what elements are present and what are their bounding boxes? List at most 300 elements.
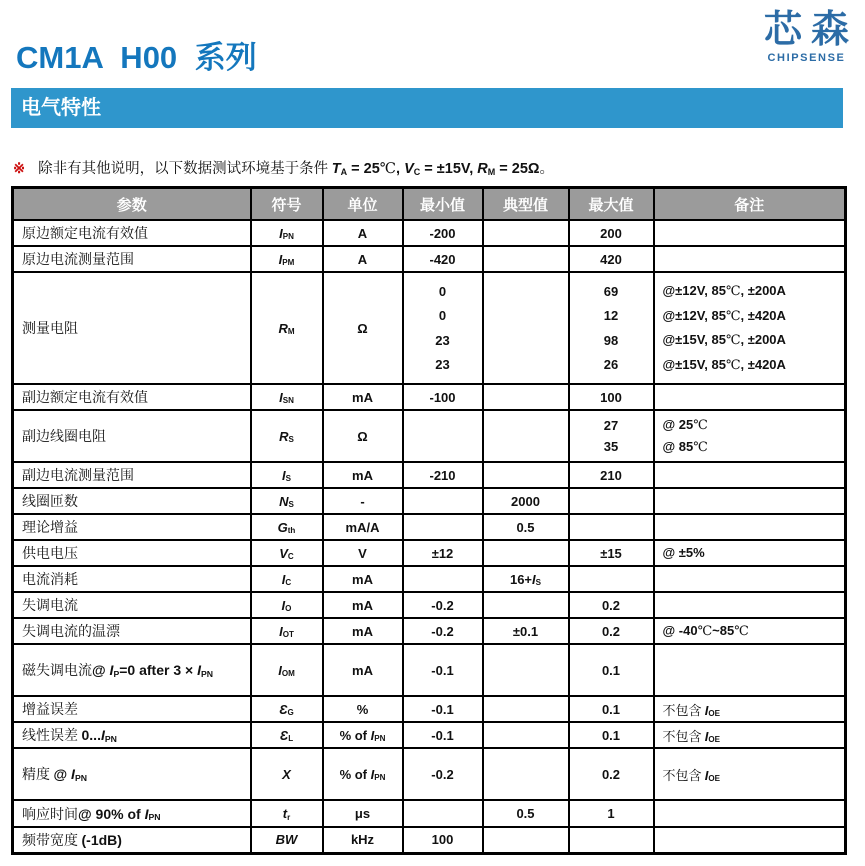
remark-cell: [654, 566, 846, 592]
text-segment: 不包含: [662, 702, 705, 718]
cell-line: [22, 804, 250, 824]
cell-content: [404, 663, 482, 678]
param-cell: [13, 488, 251, 514]
symbol-cell: [251, 566, 323, 592]
typ-cell: [483, 220, 569, 246]
cell-content: [22, 725, 250, 745]
symbol-cell: [251, 827, 323, 853]
cell-content: [22, 517, 250, 537]
typ-cell: [483, 592, 569, 618]
cell-line: [22, 621, 250, 641]
text-segment: S: [285, 474, 291, 484]
text-segment: X: [282, 766, 291, 782]
text-segment: @: [92, 662, 110, 678]
cell-content: [22, 318, 250, 338]
table-row: [13, 246, 846, 272]
symbol-cell: [251, 488, 323, 514]
unit-cell: [323, 272, 403, 384]
cell-line: [663, 623, 845, 639]
unit-cell: [323, 514, 403, 540]
text-segment: %: [356, 701, 369, 717]
text-segment: -210: [429, 467, 456, 483]
cell-content: [404, 767, 482, 782]
param-cell: [13, 644, 251, 696]
text-segment: OE: [708, 735, 721, 745]
typ-cell: [483, 722, 569, 748]
text-segment: I: [278, 251, 283, 267]
table-row: [13, 514, 846, 540]
cell-content: [570, 728, 653, 743]
cell-line: [324, 321, 402, 336]
typ-cell: [483, 618, 569, 644]
symbol-cell: [251, 618, 323, 644]
text-segment: 23: [435, 357, 450, 373]
cell-content: [252, 572, 322, 587]
cell-line: [404, 663, 482, 678]
cell-line: [663, 726, 845, 745]
cell-line: [404, 226, 482, 241]
text-segment: I: [197, 662, 201, 678]
cell-content: [252, 429, 322, 444]
param-cell: [13, 220, 251, 246]
cell-line: [252, 598, 322, 613]
cell-line: [663, 308, 845, 324]
table-row: [13, 748, 846, 800]
cell-line: [484, 494, 568, 509]
symbol-cell: [251, 384, 323, 410]
symbol-cell: [251, 748, 323, 800]
max-cell: [569, 748, 654, 800]
cell-line: [663, 700, 845, 719]
cell-line: [22, 660, 250, 680]
unit-cell: [323, 540, 403, 566]
min-cell: [403, 540, 483, 566]
param-cell: [13, 462, 251, 488]
text-segment: G: [277, 519, 288, 535]
cell-content: [324, 429, 402, 444]
cell-content: [22, 621, 250, 641]
symbol-cell: [251, 246, 323, 272]
text-segment: @±15V, 85: [662, 332, 726, 348]
cell-line: [252, 624, 322, 639]
param-cell: [13, 514, 251, 540]
text-segment: @ 90% of: [78, 805, 145, 822]
typ-cell: [483, 462, 569, 488]
text-segment: @±15V, 85: [662, 357, 726, 373]
remark-cell: [654, 592, 846, 618]
cell-line: [22, 465, 250, 485]
page-title: CM1A H00 系列: [16, 40, 257, 75]
cell-content: [570, 806, 653, 821]
text-segment: ℃: [693, 417, 708, 433]
param-cell: [13, 618, 251, 644]
section-banner: [11, 88, 843, 128]
text-segment: I: [370, 766, 375, 782]
cell-line: [570, 226, 653, 241]
remark-cell: [654, 246, 846, 272]
cell-line: [22, 223, 250, 243]
table-row: [13, 488, 846, 514]
cell-line: [570, 439, 653, 454]
note-text: [38, 161, 554, 177]
cell-content: [252, 468, 322, 483]
typ-cell: [483, 514, 569, 540]
text-segment: ℃: [725, 332, 741, 348]
remark-cell: [654, 800, 846, 827]
param-cell: [13, 566, 251, 592]
cell-content: [404, 702, 482, 717]
text-segment: -0.1: [431, 662, 454, 678]
text-segment: C: [287, 552, 294, 562]
cell-line: [252, 832, 322, 847]
text-segment: PN: [374, 773, 386, 783]
cell-line: [252, 429, 322, 444]
text-segment: , ±420A: [740, 357, 786, 373]
cell-line: [324, 572, 402, 587]
cell-line: [252, 520, 322, 535]
text-segment: I: [281, 597, 286, 613]
text-segment: 原边电流测量范围: [22, 253, 134, 268]
text-segment: C: [285, 578, 292, 588]
header-unit: 单位: [323, 188, 403, 221]
cell-line: [324, 728, 402, 743]
remark-cell: [654, 644, 846, 696]
text-segment: ℃: [725, 282, 741, 298]
symbol-cell: [251, 800, 323, 827]
text-segment: mA: [352, 597, 373, 613]
cell-line: [570, 598, 653, 613]
logo-wordmark-cn: 芯森: [763, 9, 858, 51]
text-segment: 200: [600, 225, 622, 241]
cell-content: [324, 321, 402, 336]
text-segment: 0: [438, 283, 447, 299]
text-segment: -0.1: [431, 727, 454, 743]
cell-line: [252, 494, 322, 509]
cell-line: [22, 426, 250, 446]
header-symbol: 符号: [251, 188, 323, 221]
cell-content: [324, 767, 402, 782]
cell-line: [324, 702, 402, 717]
table-header-row: [13, 188, 846, 221]
cell-line: [252, 321, 322, 336]
text-segment: OE: [708, 709, 721, 719]
electrical-characteristics-table: [11, 186, 847, 855]
unit-cell: [323, 220, 403, 246]
text-segment: 供电电压: [22, 547, 78, 562]
table-row: [13, 644, 846, 696]
text-segment: -200: [429, 225, 456, 241]
text-segment: 副边电流测量范围: [22, 469, 134, 484]
text-segment: -0.2: [431, 597, 454, 613]
text-segment: PN: [374, 734, 386, 744]
text-segment: A: [357, 251, 368, 267]
cell-content: [570, 702, 653, 717]
text-segment: = ±15V,: [420, 161, 478, 177]
cell-content: [404, 546, 482, 561]
text-segment: ±12: [431, 545, 454, 561]
cell-content: [484, 494, 568, 509]
text-segment: ±0.1: [512, 623, 539, 639]
text-segment: 线性误差: [22, 729, 82, 744]
cell-line: [324, 390, 402, 405]
cell-content: [252, 494, 322, 509]
text-segment: μs: [354, 806, 371, 821]
cell-line: [252, 806, 322, 821]
text-segment: t: [282, 806, 288, 821]
text-segment: -: [360, 493, 365, 509]
table-row: [13, 220, 846, 246]
cell-content: [663, 623, 845, 639]
cell-line: [324, 494, 402, 509]
symbol-cell: [251, 514, 323, 540]
cell-content: [570, 226, 653, 241]
min-cell: [403, 800, 483, 827]
table-row: [13, 272, 846, 384]
cell-content: [404, 832, 482, 847]
text-segment: S: [535, 578, 542, 588]
max-cell: [569, 618, 654, 644]
text-segment: ℃: [725, 357, 741, 373]
cell-line: [404, 357, 482, 372]
text-segment: I: [704, 728, 709, 744]
cell-line: [252, 767, 322, 782]
table-row: [13, 800, 846, 827]
remark-cell: [654, 540, 846, 566]
cell-content: [404, 468, 482, 483]
text-segment: 0.5: [516, 806, 535, 821]
min-cell: [403, 462, 483, 488]
min-cell: [403, 618, 483, 644]
cell-content: [252, 806, 322, 821]
cell-line: [324, 468, 402, 483]
symbol-cell: [251, 696, 323, 722]
cell-line: [22, 249, 250, 269]
symbol-cell: [251, 410, 323, 462]
text-segment: 理论增益: [22, 521, 78, 536]
text-segment: P: [113, 668, 120, 679]
min-cell: [403, 246, 483, 272]
param-cell: [13, 592, 251, 618]
cell-line: [252, 702, 322, 717]
text-segment: mA: [352, 389, 373, 405]
cell-content: [324, 226, 402, 241]
text-segment: -0.1: [431, 701, 454, 717]
text-segment: I: [704, 767, 709, 783]
text-segment: 12: [603, 308, 619, 324]
cell-content: [663, 412, 845, 460]
header-max: 最大值: [569, 188, 654, 221]
typ-cell: [483, 488, 569, 514]
text-segment: I: [144, 805, 149, 822]
text-segment: V: [404, 161, 414, 177]
max-cell: [569, 246, 654, 272]
typ-cell: [483, 696, 569, 722]
cell-content: [252, 598, 322, 613]
min-cell: [403, 566, 483, 592]
cell-line: [570, 252, 653, 267]
table-row: [13, 462, 846, 488]
cell-line: [324, 806, 402, 821]
text-segment: M: [487, 166, 496, 177]
text-segment: @±12V, 85: [662, 307, 726, 323]
text-segment: 0...: [81, 727, 101, 743]
text-segment: 100: [431, 832, 454, 848]
test-conditions-note: [13, 157, 847, 178]
cell-line: [570, 728, 653, 743]
cell-content: [22, 223, 250, 243]
text-segment: 线圈匝数: [22, 495, 78, 510]
text-segment: PM: [282, 258, 295, 268]
unit-cell: [323, 384, 403, 410]
chipsense-logo: [763, 8, 858, 64]
max-cell: [569, 410, 654, 462]
cell-line: [404, 728, 482, 743]
remark-cell: [654, 722, 846, 748]
text-segment: N: [279, 493, 289, 509]
cell-content: [252, 832, 322, 847]
text-segment: A: [357, 225, 368, 241]
unit-cell: [323, 722, 403, 748]
text-segment: 0.5: [516, 519, 535, 535]
text-segment: 副边额定电流有效值: [22, 391, 148, 406]
cell-line: [570, 468, 653, 483]
text-segment: M: [287, 327, 295, 337]
unit-cell: [323, 488, 403, 514]
text-segment: 磁失调电流: [22, 664, 92, 679]
min-cell: [403, 696, 483, 722]
text-segment: -0.2: [431, 766, 454, 782]
text-segment: mA: [352, 662, 373, 678]
cell-line: [404, 598, 482, 613]
cell-line: [663, 439, 845, 455]
cell-line: [404, 832, 482, 847]
typ-cell: [483, 748, 569, 800]
cell-content: [404, 274, 482, 382]
header-typ: 典型值: [483, 188, 569, 221]
text-segment: G: [287, 708, 294, 718]
symbol-cell: [251, 540, 323, 566]
text-segment: ,: [396, 161, 405, 177]
text-segment: 电流消耗: [22, 573, 78, 588]
text-segment: 0.1: [601, 701, 621, 717]
text-segment: r: [287, 812, 291, 822]
typ-cell: [483, 800, 569, 827]
text-segment: mA/A: [345, 519, 380, 535]
max-cell: [569, 540, 654, 566]
text-segment: % of: [339, 766, 371, 782]
text-segment: 原边额定电流有效值: [22, 227, 148, 242]
text-segment: -0.2: [431, 623, 454, 639]
cell-line: [570, 333, 653, 348]
cell-line: [570, 663, 653, 678]
cell-content: [324, 520, 402, 535]
cell-content: [404, 728, 482, 743]
max-cell: [569, 462, 654, 488]
min-cell: [403, 272, 483, 384]
cell-line: [22, 569, 250, 589]
symbol-cell: [251, 272, 323, 384]
cell-line: [324, 546, 402, 561]
cell-content: [22, 595, 250, 615]
note-marker: ※: [13, 161, 26, 177]
cell-content: [324, 546, 402, 561]
text-segment: (-1dB): [81, 831, 122, 848]
cell-content: [22, 660, 250, 680]
remark-cell: [654, 618, 846, 644]
cell-content: [22, 569, 250, 589]
text-segment: I: [109, 662, 114, 678]
text-segment: 69: [603, 283, 619, 299]
cell-content: [252, 624, 322, 639]
param-cell: [13, 827, 251, 853]
cell-line: [324, 624, 402, 639]
unit-cell: [323, 462, 403, 488]
cell-line: [663, 545, 845, 561]
cell-content: [22, 830, 250, 850]
cell-content: [484, 624, 568, 639]
cell-content: [484, 806, 568, 821]
text-segment: I: [100, 727, 105, 743]
symbol-cell: [251, 592, 323, 618]
text-segment: kHz: [350, 832, 375, 848]
remark-cell: [654, 827, 846, 853]
cell-content: [570, 546, 653, 561]
text-segment: ℃: [734, 623, 749, 638]
max-cell: [569, 272, 654, 384]
remark-cell: [654, 514, 846, 540]
cell-line: [484, 572, 568, 587]
table-row: [13, 410, 846, 462]
cell-line: [324, 226, 402, 241]
text-segment: % of: [339, 727, 371, 743]
text-segment: th: [287, 526, 296, 536]
text-segment: @ -40: [662, 623, 698, 638]
cell-line: [404, 624, 482, 639]
text-segment: BW: [275, 832, 298, 848]
cell-content: [663, 726, 845, 745]
cell-line: [22, 543, 250, 563]
cell-content: [22, 249, 250, 269]
cell-content: [663, 765, 845, 784]
cell-content: [252, 226, 322, 241]
section-title: 电气特性: [21, 97, 101, 119]
typ-cell: [483, 410, 569, 462]
text-segment: @ 25: [662, 417, 694, 433]
cell-line: [22, 517, 250, 537]
text-segment: 27: [603, 418, 619, 433]
cell-content: [570, 663, 653, 678]
symbol-cell: [251, 644, 323, 696]
text-segment: PN: [74, 772, 87, 783]
cell-content: [324, 702, 402, 717]
cell-content: [570, 390, 653, 405]
cell-line: [324, 832, 402, 847]
cell-content: [22, 465, 250, 485]
remark-cell: [654, 410, 846, 462]
max-cell: [569, 384, 654, 410]
param-cell: [13, 384, 251, 410]
text-segment: 26: [603, 357, 619, 373]
text-segment: 响应时间: [22, 807, 78, 823]
text-segment: V: [358, 545, 367, 561]
text-segment: @: [53, 766, 72, 782]
cell-content: [404, 252, 482, 267]
text-segment: I: [532, 571, 536, 587]
cell-line: [570, 546, 653, 561]
cell-content: [22, 387, 250, 407]
text-segment: 16+: [509, 571, 533, 587]
text-segment: I: [279, 623, 283, 639]
